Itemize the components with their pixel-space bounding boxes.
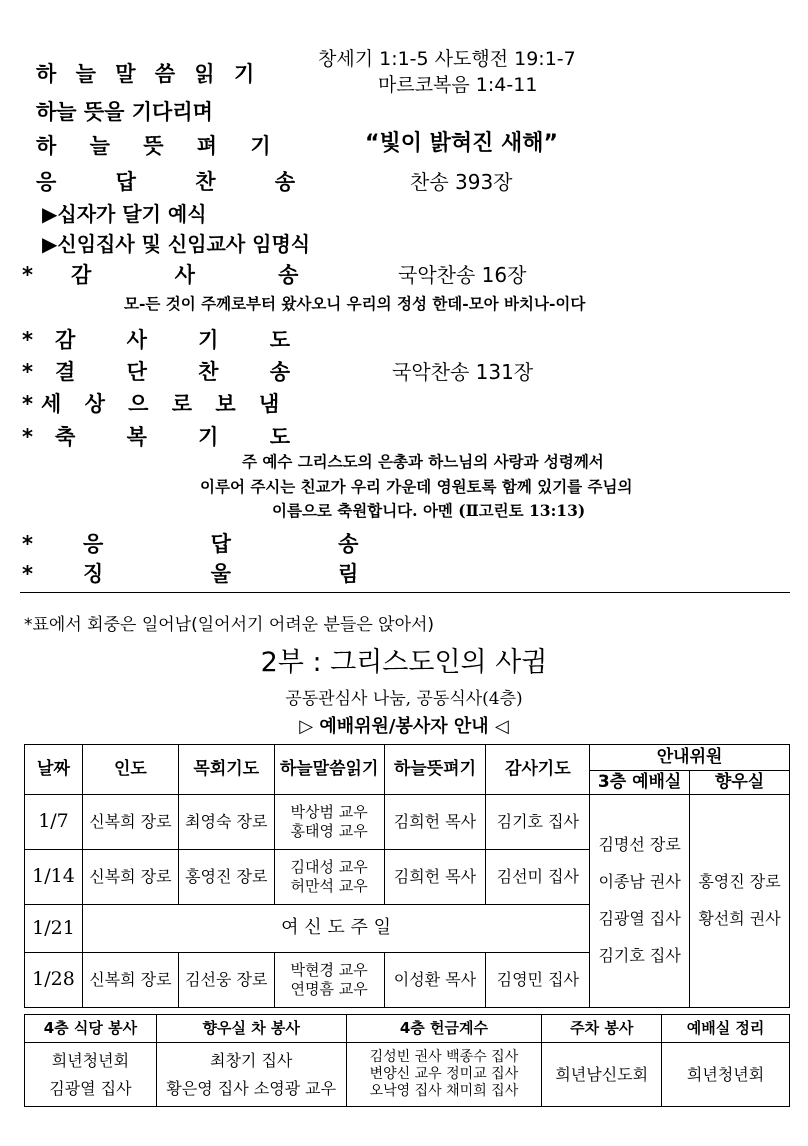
reading-cell: 김대성 교우 허만석 교우 [274,850,384,905]
benediction-text3: 이름으로 축원합니다. 아멘 (Ⅱ고린토 13:13) [272,501,586,520]
installation: ▶신임집사 및 신임교사 임명식 [42,232,311,256]
header-pastoral-prayer: 목회기도 [178,745,274,795]
ushers-incense-cell: 홍영진 장로 황선희 권사 [690,795,790,1008]
sending-label: *세 상 으 로 보 냄 [22,392,288,416]
response-hymn-value: 찬송 393장 [410,170,513,194]
thanks-cell: 김선미 집사 [486,850,590,905]
sermon-label: 하 늘 뜻 펴 기 [36,134,284,158]
header-offering: 4층 헌금계수 [346,1015,542,1043]
header-parking: 주차 봉사 [542,1015,662,1043]
sermon-cell: 이성환 목사 [384,953,486,1008]
date-cell: 1/21 [25,905,83,953]
pastoral-cell: 홍영진 장로 [178,850,274,905]
header-cleanup: 예배실 정리 [662,1015,790,1043]
part2-subtitle: 공동관심사 나눔, 공동식사(4층) [285,689,523,709]
divider [20,592,790,593]
commit-hymn-label: *결 단 찬 송 [22,360,313,384]
response-song-label: *응 답 송 [22,532,409,556]
leader-cell: 신복희 장로 [82,795,178,850]
leader-cell: 신복희 장로 [82,850,178,905]
header-tea: 향우실 차 봉사 [156,1015,346,1043]
scripture-ref-line1: 창세기 1:1-5 사도행전 19:1-7 [318,48,576,70]
header-leader: 인도 [82,745,178,795]
guide-title: ▷ 예배위원/봉사자 안내 ◁ [299,716,509,737]
table-row [25,795,790,850]
ushers-floor3-cell: 김명선 장로 이종남 권사 김광열 집사 김기호 집사 [590,795,690,1008]
header-sermon: 하늘뜻펴기 [384,745,486,795]
part2-title: 2부 : 그리스도인의 사귐 [260,647,548,678]
womens-sunday-cell: 여 신 도 주 일 [82,905,589,953]
thanks-prayer-label: *감 사 기 도 [22,328,313,352]
dining-cell: 희년청년회 김광열 집사 [25,1043,157,1107]
date-cell: 1/28 [25,953,83,1008]
header-floor3: 3층 예배실 [590,771,690,795]
header-reading: 하늘말씀읽기 [274,745,384,795]
pastoral-cell: 최영숙 장로 [178,795,274,850]
header-incense: 향우실 [690,771,790,795]
date-cell: 1/7 [25,795,83,850]
sermon-cell: 김희헌 목사 [384,850,486,905]
scripture-reading-label: 하 늘 말 씀 읽 기 [36,62,261,86]
tea-cell: 최창기 집사 황은영 집사 소영광 교우 [156,1043,346,1107]
pastoral-cell: 김선웅 장로 [178,953,274,1008]
waiting-label: 하늘 뜻을 기다리며 [36,100,213,124]
header-thanks-prayer: 감사기도 [486,745,590,795]
thanks-cell: 김기호 집사 [486,795,590,850]
thanks-hymn-value: 국악찬송 16장 [398,263,527,287]
schedule-table [24,744,790,1008]
benediction-label: *축 복 기 도 [22,425,313,449]
thanks-hymn-label: *감 사 송 [22,263,337,287]
scripture-ref-line2: 마르코복음 1:4-11 [378,74,538,96]
offering-cell: 김성빈 권사 백종수 집사 변양신 교우 정미교 집사 오낙영 집사 채미희 집사 [346,1043,542,1107]
sermon-title: “빛이 밝혀진 새해” [365,131,559,156]
benediction-text2: 이루어 주시는 친교가 우리 가운데 영원토록 함께 있기를 주님의 [200,477,633,496]
parking-cell: 희년남신도회 [542,1043,662,1107]
cleanup-cell: 희년청년회 [662,1043,790,1107]
reading-cell: 박현경 교우 연명흠 교우 [274,953,384,1008]
header-ushers: 안내위원 [590,745,790,771]
reading-cell: 박상범 교우 홍태영 교우 [274,795,384,850]
date-cell: 1/14 [25,850,83,905]
header-date: 날짜 [25,745,83,795]
commit-hymn-value: 국악찬송 131장 [392,360,534,384]
header-dining: 4층 식당 봉사 [25,1015,157,1043]
cross-ceremony: ▶십자가 달기 예식 [42,202,207,226]
sermon-cell: 김희헌 목사 [384,795,486,850]
thanks-cell: 김영민 집사 [486,953,590,1008]
footnote: *표에서 회중은 일어남(일어서기 어려운 분들은 앉아서) [24,615,435,635]
benediction-text1: 주 예수 그리스도의 은총과 하느님의 사랑과 성령께서 [242,452,604,471]
thanks-hymn-lyric: 모-든 것이 주께로부터 왔사오니 우리의 정성 한데-모아 바치나-이다 [124,294,586,313]
leader-cell: 신복희 장로 [82,953,178,1008]
response-hymn-label: 응 답 찬 송 [36,170,322,194]
bell-label: *징 울 림 [22,562,409,586]
service-table [24,1014,790,1107]
